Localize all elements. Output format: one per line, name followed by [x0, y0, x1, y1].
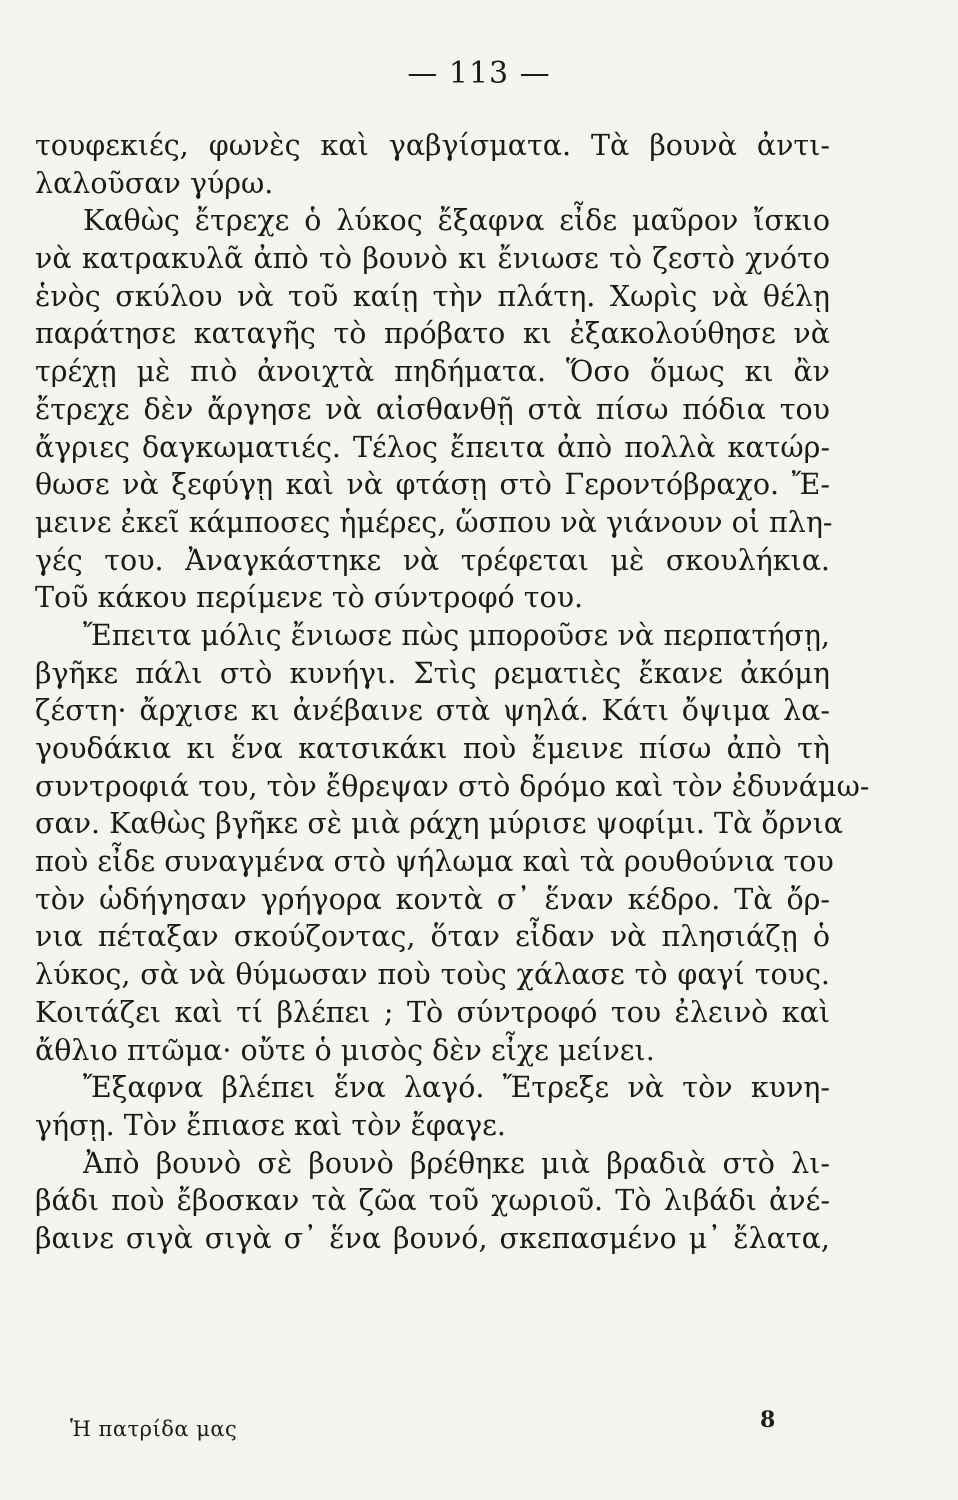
body-text — [35, 127, 870, 1258]
text-line: νια πέταξαν σκούζοντας, ὅταν εἶδαν νὰ πλησιάζῃ ὁ — [35, 920, 830, 954]
page-number: — 113 — — [407, 56, 551, 91]
text-line: γήσῃ. Τὸν ἔπιασε καὶ τὸν ἔφαγε. — [35, 1108, 506, 1142]
text-line: βαινε σιγὰ σιγὰ σ᾽ ἕνα βουνό, σκεπασμένο μ᾽ ἔλατα, — [35, 1221, 830, 1255]
text-line: λύκος, σὰ νὰ θύμωσαν ποὺ τοὺς χάλασε τὸ φαγί τους. — [35, 958, 830, 992]
text-line: γές του. Ἀναγκάστηκε νὰ τρέφεται μὲ σκουλήκια. — [35, 543, 830, 577]
text-line: ἄθλιο πτῶμα· οὔτε ὁ μισὸς δὲν εἶχε μείνει. — [35, 1033, 655, 1067]
text-line: τουφεκιές, φωνὲς καὶ γαβγίσματα. Τὰ βουνὰ ἀντι- — [35, 129, 830, 162]
text-line: Ἀπὸ βουνὸ σὲ βουνὸ βρέθηκε μιὰ βραδιὰ στὸ λι- — [83, 1146, 830, 1180]
text-line: Καθὼς ἔτρεχε ὁ λύκος ἔξαφνα εἶδε μαῦρον ἴσκιο — [83, 204, 830, 238]
text-line: λαλοῦσαν γύρω. — [35, 166, 274, 200]
text-line: ζέστη· ἄρχισε κι ἀνέβαινε στὰ ψηλά. Κάτι ὄψιμα λα- — [35, 694, 830, 728]
text-line: Ἔξαφνα βλέπει ἕνα λαγό. Ἔτρεξε νὰ τὸν κυνη- — [83, 1071, 830, 1105]
text-line: συντροφιά του, τὸν ἔθρεψαν στὸ δρόμο καὶ τὸν ἐδυνάμω- — [35, 769, 870, 803]
text-line: νὰ κατρακυλᾶ ἀπὸ τὸ βουνὸ κι ἔνιωσε τὸ ζεστὸ χνότο — [35, 242, 830, 276]
book-title-footer: Ἡ πατρίδα μας — [70, 1417, 238, 1441]
text-line: γουδάκια κι ἕνα κατσικάκι ποὺ ἔμεινε πίσω ἀπὸ τὴ — [35, 732, 830, 765]
text-line: παράτησε καταγῆς τὸ πρόβατο κι ἐξακολούθησε νὰ — [35, 317, 830, 351]
text-line: Τοῦ κάκου περίμενε τὸ σύντροφό του. — [35, 581, 584, 615]
text-line: Κοιτάζει καὶ τί βλέπει ; Τὸ σύντροφό του ἐλεινὸ καὶ — [35, 995, 830, 1029]
text-line: τὸν ὡδήγησαν γρήγορα κοντὰ σ᾽ ἕναν κέδρο. Τὰ ὄρ- — [35, 882, 830, 916]
text-line: βγῆκε πάλι στὸ κυνήγι. Στὶς ρεματιὲς ἔκανε ἀκόμη — [35, 656, 830, 690]
text-line: τρέχῃ μὲ πιὸ ἀνοιχτὰ πηδήματα. Ὅσο ὅμως κι ἂν — [35, 355, 830, 389]
text-line: ἑνὸς σκύλου νὰ τοῦ καίῃ τὴν πλάτη. Χωρὶς νὰ θέλῃ — [35, 279, 830, 313]
text-line: σαν. Καθὼς βγῆκε σὲ μιὰ ράχη μύρισε ψοφίμι. Τὰ ὄρνια — [35, 807, 844, 841]
text-line: θωσε νὰ ξεφύγῃ καὶ νὰ φτάσῃ στὸ Γεροντόβραχο. Ἔ- — [35, 468, 830, 502]
text-line: βάδι ποὺ ἔβοσκαν τὰ ζῶα τοῦ χωριοῦ. Τὸ λιβάδι ἀνέ- — [35, 1184, 830, 1218]
text-line: ἔτρεχε δὲν ἄργησε νὰ αἰσθανθῇ στὰ πίσω πόδια του — [35, 392, 830, 426]
text-line: ἄγριες δαγκωματιές. Τέλος ἔπειτα ἀπὸ πολλὰ κατώρ- — [35, 430, 830, 464]
text-line: μεινε ἐκεῖ κάμποσες ἡμέρες, ὥσπου νὰ γιάνουν οἱ πλη- — [35, 505, 833, 539]
text-line: ποὺ εἶδε συναγμένα στὸ ψήλωμα καὶ τὰ ρουθούνια του — [35, 845, 834, 879]
signature-mark: 8 — [760, 1407, 776, 1433]
text-line: Ἔπειτα μόλις ἔνιωσε πὼς μποροῦσε νὰ περπατήσῃ, — [83, 618, 830, 652]
